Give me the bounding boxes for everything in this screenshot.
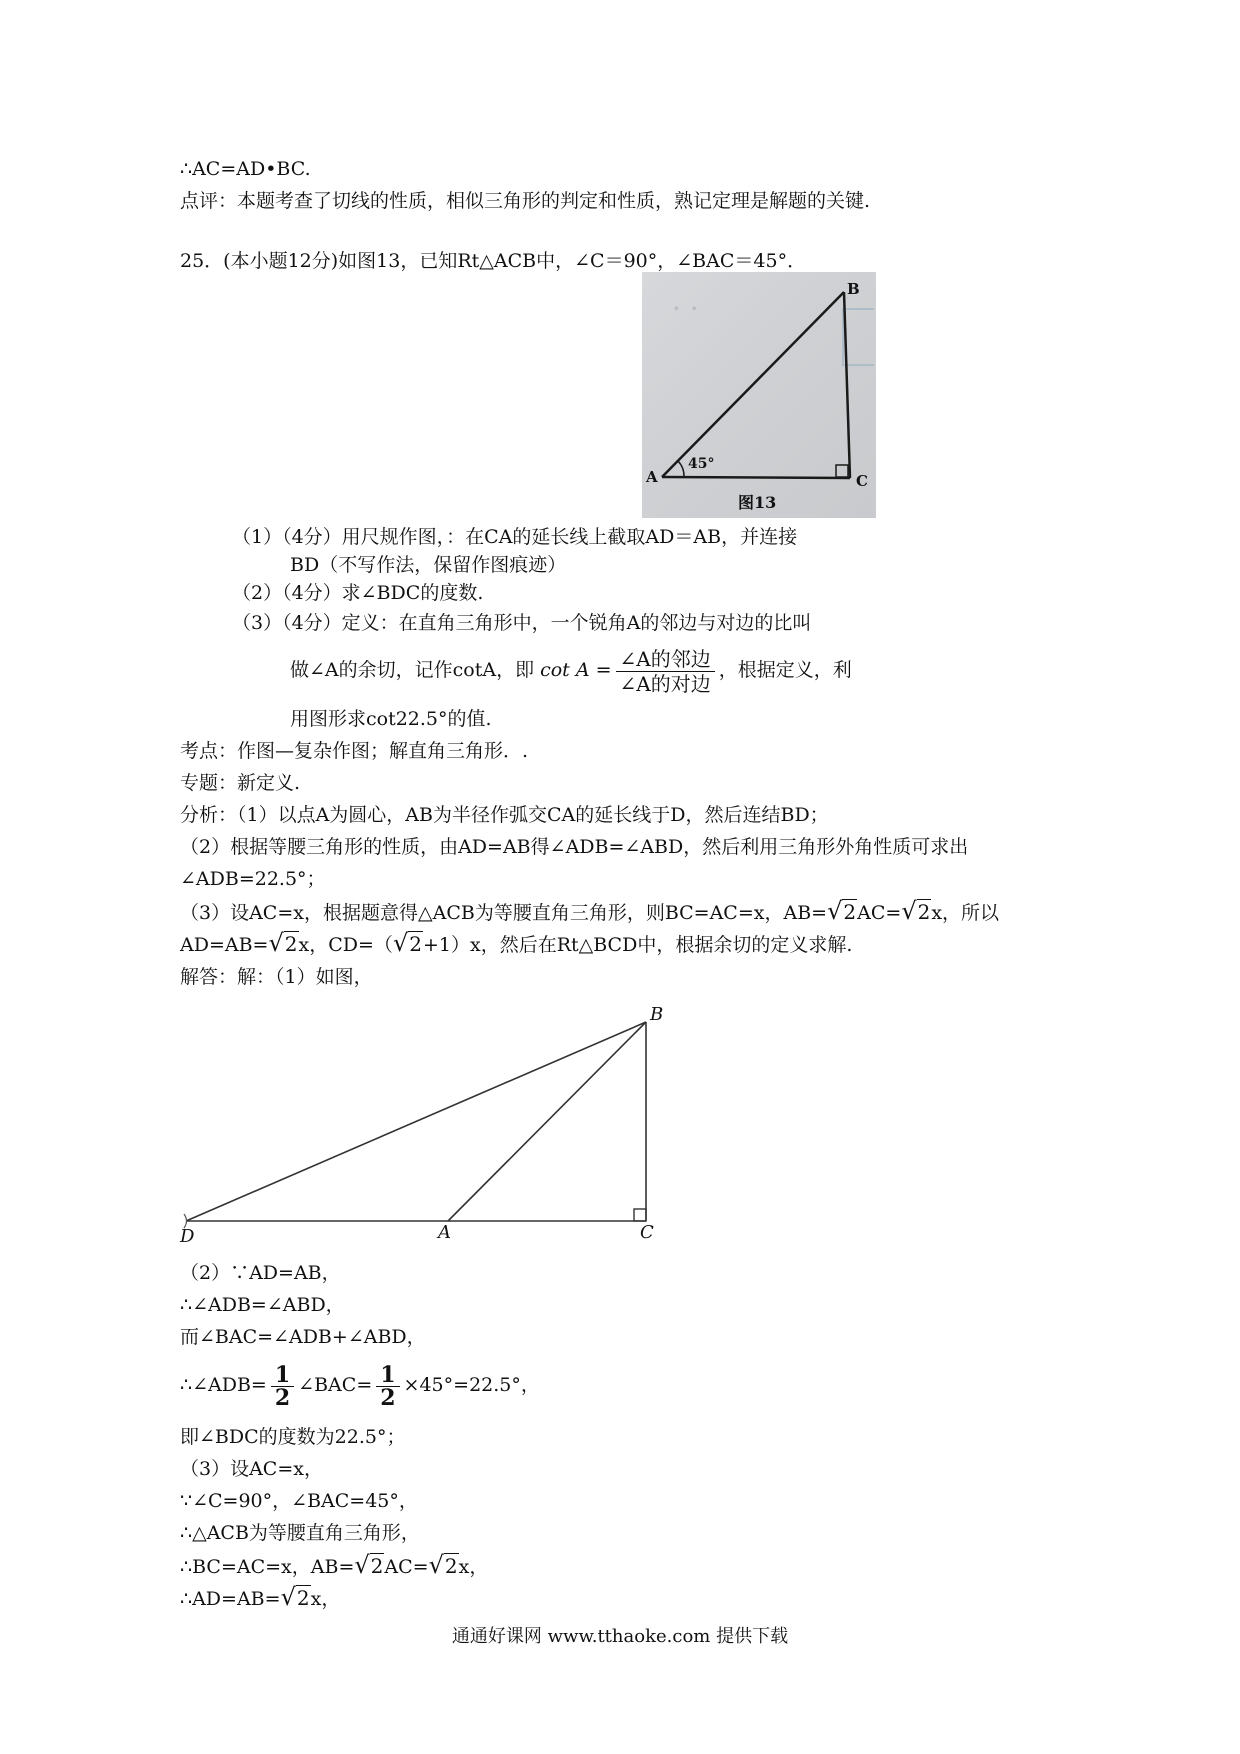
solution-figure: [0, 1000, 1240, 1260]
right-angle-mark: [634, 1209, 646, 1221]
sqrt-symbol: √2: [428, 1551, 458, 1579]
fenxi5-text-b: x，CD=（: [298, 934, 393, 956]
s3-4-text-c: x，: [458, 1556, 489, 1578]
sqrt-arg: 2: [843, 900, 857, 924]
s3-5-text-a: ∴AD=AB=: [180, 1588, 281, 1610]
s2-line5: 即∠BDC的度数为22.5°；: [180, 1426, 406, 1448]
sol-label-c: C: [640, 1222, 654, 1243]
half-den: 2: [380, 1384, 396, 1411]
s2-4-text-a: ∴∠ADB=: [180, 1374, 267, 1396]
s2-line4: [180, 1360, 540, 1410]
fenxi5-text-c: +1）x，然后在Rt△BCD中，根据余切的定义求解.: [422, 934, 853, 956]
q3-line2-pre: 做∠A的余切，记作cotA，即: [290, 659, 535, 681]
right-angle-mark: [836, 465, 848, 477]
s3-line2: ∵∠C=90°，∠BAC=45°，: [180, 1490, 418, 1512]
figure-13-photo: [642, 272, 876, 518]
sqrt-symbol: √2: [392, 929, 422, 957]
sol-label-a: A: [438, 1222, 451, 1243]
side-bc: [844, 292, 850, 478]
label-b: B: [847, 280, 860, 298]
sqrt-symbol: √2: [280, 1583, 310, 1611]
side-ac: [662, 477, 850, 478]
cot-formula-lhs: cot A =: [540, 659, 612, 681]
figure-13-drawing: [642, 272, 876, 518]
q1-line1: （1）（4分）用尺规作图，：在CA的延长线上截取AD＝AB，并连接: [232, 526, 798, 548]
fenxi-line2: （2）根据等腰三角形的性质，由AD=AB得∠ADB=∠ABD，然后利用三角形外角性质可求出: [180, 836, 969, 858]
fenxi-line5: [180, 929, 853, 957]
s2-line1: （2）∵AD=AB，: [180, 1262, 341, 1284]
figure-caption: 图13: [738, 493, 777, 512]
sol-label-b: B: [650, 1004, 664, 1025]
sqrt-arg: 2: [917, 900, 931, 924]
prev-comment: 点评：本题考查了切线的性质，相似三角形的判定和性质，熟记定理是解题的关键.: [180, 190, 871, 212]
sqrt-symbol: √2: [268, 929, 298, 957]
half-fraction: [376, 1361, 399, 1411]
label-a: A: [646, 468, 658, 486]
cot-formula-denominator: ∠A的对边: [619, 671, 711, 696]
fenxi4-text-a: （3）设AC=x，根据题意得△ACB为等腰直角三角形，则BC=AC=x，AB=: [180, 902, 828, 924]
fenxi4-text-b: AC=: [857, 902, 902, 924]
sqrt-symbol: √2: [901, 897, 931, 925]
sqrt-arg: 2: [409, 932, 422, 956]
sqrt-arg: 2: [370, 1554, 384, 1578]
sol-label-d: D: [180, 1226, 195, 1247]
half-fraction: [271, 1361, 294, 1411]
cot-formula-fraction: [616, 647, 715, 696]
s3-4-text-b: AC=: [384, 1556, 429, 1578]
half-den: 2: [274, 1384, 291, 1411]
s2-4-text-b: ∠BAC=: [298, 1374, 373, 1396]
sqrt-arg: 2: [444, 1554, 458, 1578]
q3-line2: [290, 642, 852, 698]
q2: （2）（4分）求∠BDC的度数.: [232, 582, 484, 604]
zhuanti: 专题：新定义.: [180, 772, 301, 794]
fenxi-line3: ∠ADB=22.5°；: [180, 868, 326, 890]
fenxi-line4: [180, 897, 1000, 925]
s3-5-text-b: x，: [310, 1588, 341, 1610]
s3-4-text-a: ∴BC=AC=x，AB=: [180, 1556, 355, 1578]
answer-intro: 解答：解：（1）如图，: [180, 966, 373, 988]
photo-smudge: · ·: [672, 292, 699, 325]
q3-line3: 用图形求cot22.5°的值.: [290, 708, 492, 730]
problem-stem: 25．(本小题12分)如图13，已知Rt△ACB中，∠C＝90°，∠BAC＝45°．: [180, 250, 807, 272]
kaodian: 考点：作图—复杂作图；解直角三角形．.: [180, 740, 529, 762]
page-footer: 通通好课网 www.tthaoke.com 提供下载: [451, 1626, 789, 1647]
q1-line2: BD（不写作法，保留作图痕迹）: [290, 554, 567, 576]
fenxi-line1: 分析：（1）以点A为圆心，AB为半径作弧交CA的延长线于D，然后连结BD；: [180, 804, 829, 826]
side-ab: [662, 292, 844, 477]
s3-line3: ∴△ACB为等腰直角三角形，: [180, 1522, 420, 1544]
s2-line2: ∴∠ADB=∠ABD，: [180, 1294, 345, 1316]
s3-line4: [180, 1551, 489, 1579]
sqrt-symbol: √2: [354, 1551, 384, 1579]
angle-label: 45°: [688, 456, 715, 472]
label-c: C: [856, 472, 868, 490]
angle-arc: [678, 461, 684, 477]
segment-db: [186, 1022, 646, 1221]
sqrt-symbol: √2: [827, 897, 857, 925]
half-num: 1: [271, 1364, 294, 1387]
s2-4-text-c: ×45°=22.5°，: [403, 1374, 540, 1396]
cot-formula-numerator: ∠A的邻边: [616, 647, 715, 672]
s3-line1: （3）设AC=x，: [180, 1458, 323, 1480]
segment-ab: [448, 1022, 646, 1221]
sqrt-arg: 2: [296, 1586, 310, 1610]
s3-line5: [180, 1583, 341, 1611]
fenxi5-text-a: AD=AB=: [180, 934, 269, 956]
sqrt-arg: 2: [284, 932, 298, 956]
q3-line1: （3）（4分）定义：在直角三角形中，一个锐角A的邻边与对边的比叫: [232, 612, 812, 634]
half-num: 1: [376, 1364, 399, 1387]
fenxi4-text-c: x，所以: [931, 902, 1000, 924]
s2-line3: 而∠BAC=∠ADB+∠ABD，: [180, 1326, 426, 1348]
prev-conclusion: ∴AC=AD•BC.: [180, 158, 311, 180]
q3-line2-post: ，根据定义，利: [718, 659, 852, 681]
